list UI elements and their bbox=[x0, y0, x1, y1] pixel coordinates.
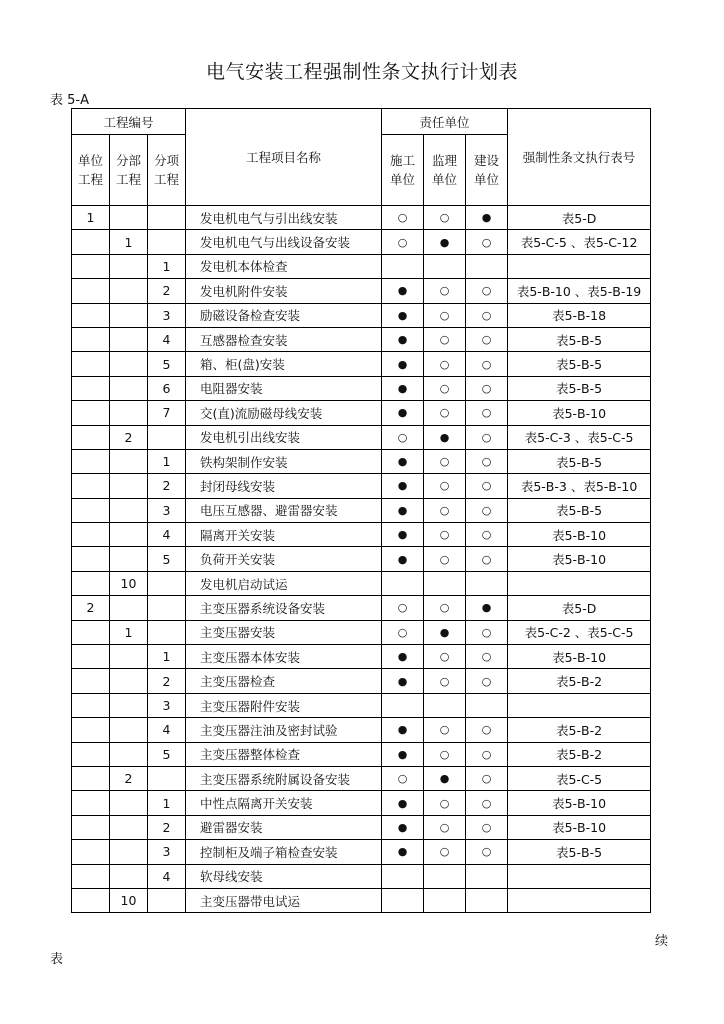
construction-unit-mark: ● bbox=[382, 401, 424, 425]
form-number-cell: 表5-B-5 bbox=[508, 498, 651, 522]
unit-project-cell bbox=[72, 327, 110, 351]
unit-project-cell bbox=[72, 888, 110, 912]
owner-unit-mark: ○ bbox=[466, 303, 508, 327]
unit-project-cell: 2 bbox=[72, 596, 110, 620]
table-row bbox=[72, 547, 651, 571]
project-name-cell: 交(直)流励磁母线安装 bbox=[186, 401, 382, 425]
construction-unit-mark: ○ bbox=[382, 425, 424, 449]
table-row bbox=[72, 327, 651, 351]
owner-unit-mark: ○ bbox=[466, 401, 508, 425]
supervision-unit-mark bbox=[424, 864, 466, 888]
project-name-cell: 主变压器系统附属设备安装 bbox=[186, 766, 382, 790]
form-number-cell: 表5-B-10 bbox=[508, 645, 651, 669]
item-project-cell bbox=[148, 230, 186, 254]
table-row bbox=[72, 766, 651, 790]
sub-project-cell bbox=[110, 718, 148, 742]
owner-unit-mark: ○ bbox=[466, 645, 508, 669]
item-project-cell: 2 bbox=[148, 815, 186, 839]
table-row bbox=[72, 425, 651, 449]
form-number-cell: 表5-B-10 bbox=[508, 523, 651, 547]
construction-unit-mark: ● bbox=[382, 303, 424, 327]
form-number-cell: 表5-D bbox=[508, 206, 651, 230]
construction-unit-mark: ● bbox=[382, 449, 424, 473]
construction-unit-mark: ● bbox=[382, 718, 424, 742]
item-project-cell bbox=[148, 766, 186, 790]
form-number-cell: 表5-B-5 bbox=[508, 840, 651, 864]
supervision-unit-mark: ○ bbox=[424, 645, 466, 669]
table-row bbox=[72, 449, 651, 473]
table-row bbox=[72, 888, 651, 912]
construction-unit-mark: ● bbox=[382, 523, 424, 547]
supervision-unit-mark: ○ bbox=[424, 449, 466, 473]
owner-unit-mark bbox=[466, 864, 508, 888]
construction-unit-mark bbox=[382, 864, 424, 888]
supervision-unit-mark: ○ bbox=[424, 474, 466, 498]
project-name-cell: 软母线安装 bbox=[186, 864, 382, 888]
table-row bbox=[72, 571, 651, 595]
sub-project-cell bbox=[110, 474, 148, 498]
construction-unit-mark: ● bbox=[382, 742, 424, 766]
sub-project-cell bbox=[110, 401, 148, 425]
unit-project-cell bbox=[72, 718, 110, 742]
construction-unit-mark: ● bbox=[382, 279, 424, 303]
project-name-cell: 发电机电气与引出线安装 bbox=[186, 206, 382, 230]
unit-project-cell bbox=[72, 474, 110, 498]
form-number-cell: 表5-B-10 bbox=[508, 401, 651, 425]
unit-project-cell bbox=[72, 791, 110, 815]
form-number-cell: 表5-B-5 bbox=[508, 352, 651, 376]
unit-project-cell bbox=[72, 547, 110, 571]
unit-project-cell bbox=[72, 523, 110, 547]
unit-project-cell bbox=[72, 742, 110, 766]
unit-project-cell bbox=[72, 230, 110, 254]
item-project-cell: 4 bbox=[148, 523, 186, 547]
sub-project-cell bbox=[110, 279, 148, 303]
item-project-cell: 4 bbox=[148, 718, 186, 742]
table-row bbox=[72, 206, 651, 230]
supervision-unit-mark: ○ bbox=[424, 206, 466, 230]
item-project-cell: 6 bbox=[148, 376, 186, 400]
sub-project-cell: 2 bbox=[110, 425, 148, 449]
table-label: 表 5-A bbox=[50, 93, 89, 108]
construction-unit-mark: ○ bbox=[382, 206, 424, 230]
form-number-cell: 表5-B-2 bbox=[508, 718, 651, 742]
unit-project-cell bbox=[72, 571, 110, 595]
owner-unit-mark: ○ bbox=[466, 718, 508, 742]
sub-project-cell bbox=[110, 352, 148, 376]
owner-unit-mark: ○ bbox=[466, 279, 508, 303]
item-project-cell: 3 bbox=[148, 840, 186, 864]
header-construction-unit: 施工 单位 bbox=[382, 135, 424, 206]
footer-table-label: 表 bbox=[50, 952, 64, 967]
project-name-cell: 主变压器注油及密封试验 bbox=[186, 718, 382, 742]
item-project-cell: 1 bbox=[148, 254, 186, 278]
item-project-cell bbox=[148, 620, 186, 644]
supervision-unit-mark: ○ bbox=[424, 815, 466, 839]
construction-unit-mark: ○ bbox=[382, 596, 424, 620]
item-project-cell: 2 bbox=[148, 279, 186, 303]
sub-project-cell: 2 bbox=[110, 766, 148, 790]
item-project-cell: 1 bbox=[148, 449, 186, 473]
sub-project-cell bbox=[110, 523, 148, 547]
supervision-unit-mark: ○ bbox=[424, 840, 466, 864]
form-number-cell: 表5-B-5 bbox=[508, 449, 651, 473]
sub-project-cell bbox=[110, 742, 148, 766]
supervision-unit-mark bbox=[424, 254, 466, 278]
item-project-cell: 4 bbox=[148, 864, 186, 888]
project-name-cell: 电阻器安装 bbox=[186, 376, 382, 400]
header-form-number: 强制性条文执行表号 bbox=[508, 109, 651, 206]
supervision-unit-mark: ○ bbox=[424, 327, 466, 351]
sub-project-cell: 1 bbox=[110, 620, 148, 644]
item-project-cell: 4 bbox=[148, 327, 186, 351]
unit-project-cell bbox=[72, 352, 110, 376]
item-project-cell: 1 bbox=[148, 645, 186, 669]
owner-unit-mark: ○ bbox=[466, 449, 508, 473]
unit-project-cell bbox=[72, 766, 110, 790]
project-name-cell: 箱、柜(盘)安装 bbox=[186, 352, 382, 376]
table-row bbox=[72, 718, 651, 742]
sub-project-cell: 1 bbox=[110, 230, 148, 254]
owner-unit-mark bbox=[466, 254, 508, 278]
header-project-code: 工程编号 bbox=[72, 109, 186, 135]
construction-unit-mark: ● bbox=[382, 474, 424, 498]
owner-unit-mark bbox=[466, 571, 508, 595]
execution-plan-table bbox=[71, 108, 651, 913]
form-number-cell: 表5-C-5 bbox=[508, 766, 651, 790]
construction-unit-mark: ● bbox=[382, 840, 424, 864]
construction-unit-mark bbox=[382, 888, 424, 912]
construction-unit-mark: ○ bbox=[382, 230, 424, 254]
construction-unit-mark: ● bbox=[382, 376, 424, 400]
supervision-unit-mark: ● bbox=[424, 766, 466, 790]
construction-unit-mark bbox=[382, 693, 424, 717]
item-project-cell: 3 bbox=[148, 303, 186, 327]
table-row bbox=[72, 742, 651, 766]
unit-project-cell bbox=[72, 645, 110, 669]
construction-unit-mark: ● bbox=[382, 327, 424, 351]
sub-project-cell bbox=[110, 376, 148, 400]
supervision-unit-mark: ○ bbox=[424, 376, 466, 400]
table-row bbox=[72, 401, 651, 425]
item-project-cell: 5 bbox=[148, 352, 186, 376]
unit-project-cell bbox=[72, 815, 110, 839]
supervision-unit-mark bbox=[424, 571, 466, 595]
sub-project-cell bbox=[110, 449, 148, 473]
owner-unit-mark: ○ bbox=[466, 766, 508, 790]
unit-project-cell bbox=[72, 693, 110, 717]
owner-unit-mark: ○ bbox=[466, 498, 508, 522]
sub-project-cell bbox=[110, 669, 148, 693]
sub-project-cell bbox=[110, 206, 148, 230]
table-row bbox=[72, 230, 651, 254]
project-name-cell: 发电机本体检查 bbox=[186, 254, 382, 278]
supervision-unit-mark: ○ bbox=[424, 547, 466, 571]
unit-project-cell bbox=[72, 449, 110, 473]
table-row bbox=[72, 645, 651, 669]
construction-unit-mark: ● bbox=[382, 498, 424, 522]
project-name-cell: 主变压器系统设备安装 bbox=[186, 596, 382, 620]
project-name-cell: 隔离开关安装 bbox=[186, 523, 382, 547]
construction-unit-mark bbox=[382, 254, 424, 278]
form-number-cell: 表5-B-5 bbox=[508, 327, 651, 351]
table-row bbox=[72, 596, 651, 620]
table-row bbox=[72, 840, 651, 864]
form-number-cell bbox=[508, 571, 651, 595]
supervision-unit-mark: ● bbox=[424, 425, 466, 449]
item-project-cell: 2 bbox=[148, 669, 186, 693]
header-supervision-unit: 监理 单位 bbox=[424, 135, 466, 206]
project-name-cell: 主变压器带电试运 bbox=[186, 888, 382, 912]
supervision-unit-mark: ○ bbox=[424, 718, 466, 742]
sub-project-cell bbox=[110, 864, 148, 888]
table-row bbox=[72, 376, 651, 400]
item-project-cell bbox=[148, 596, 186, 620]
project-name-cell: 铁构架制作安装 bbox=[186, 449, 382, 473]
table-row bbox=[72, 254, 651, 278]
table-row bbox=[72, 523, 651, 547]
supervision-unit-mark: ○ bbox=[424, 596, 466, 620]
sub-project-cell bbox=[110, 693, 148, 717]
item-project-cell bbox=[148, 888, 186, 912]
project-name-cell: 避雷器安装 bbox=[186, 815, 382, 839]
item-project-cell: 3 bbox=[148, 498, 186, 522]
unit-project-cell bbox=[72, 840, 110, 864]
project-name-cell: 中性点隔离开关安装 bbox=[186, 791, 382, 815]
table-row bbox=[72, 279, 651, 303]
supervision-unit-mark: ● bbox=[424, 620, 466, 644]
construction-unit-mark: ● bbox=[382, 815, 424, 839]
table-row bbox=[72, 620, 651, 644]
item-project-cell: 3 bbox=[148, 693, 186, 717]
form-number-cell: 表5-C-5 、表5-C-12 bbox=[508, 230, 651, 254]
form-number-cell: 表5-C-3 、表5-C-5 bbox=[508, 425, 651, 449]
form-number-cell bbox=[508, 888, 651, 912]
form-number-cell bbox=[508, 254, 651, 278]
unit-project-cell bbox=[72, 669, 110, 693]
supervision-unit-mark: ○ bbox=[424, 742, 466, 766]
header-sub-project: 分部 工程 bbox=[110, 135, 148, 206]
owner-unit-mark: ○ bbox=[466, 474, 508, 498]
owner-unit-mark: ○ bbox=[466, 425, 508, 449]
unit-project-cell bbox=[72, 620, 110, 644]
form-number-cell: 表5-D bbox=[508, 596, 651, 620]
project-name-cell: 发电机引出线安装 bbox=[186, 425, 382, 449]
owner-unit-mark: ○ bbox=[466, 327, 508, 351]
header-item-project: 分项 工程 bbox=[148, 135, 186, 206]
project-name-cell: 励磁设备检查安装 bbox=[186, 303, 382, 327]
owner-unit-mark: ○ bbox=[466, 815, 508, 839]
table-row bbox=[72, 498, 651, 522]
sub-project-cell bbox=[110, 645, 148, 669]
supervision-unit-mark bbox=[424, 693, 466, 717]
table-row bbox=[72, 693, 651, 717]
project-name-cell: 发电机电气与出线设备安装 bbox=[186, 230, 382, 254]
continued-label: 续 bbox=[655, 934, 669, 949]
owner-unit-mark: ○ bbox=[466, 523, 508, 547]
table-row bbox=[72, 474, 651, 498]
header-responsible-unit: 责任单位 bbox=[382, 109, 508, 135]
project-name-cell: 主变压器附件安装 bbox=[186, 693, 382, 717]
sub-project-cell bbox=[110, 547, 148, 571]
supervision-unit-mark: ○ bbox=[424, 669, 466, 693]
table-row bbox=[72, 791, 651, 815]
supervision-unit-mark: ● bbox=[424, 230, 466, 254]
sub-project-cell: 10 bbox=[110, 888, 148, 912]
unit-project-cell bbox=[72, 498, 110, 522]
project-name-cell: 主变压器检查 bbox=[186, 669, 382, 693]
table-row bbox=[72, 815, 651, 839]
project-name-cell: 主变压器本体安装 bbox=[186, 645, 382, 669]
construction-unit-mark: ● bbox=[382, 645, 424, 669]
table-row bbox=[72, 864, 651, 888]
project-name-cell: 主变压器安装 bbox=[186, 620, 382, 644]
supervision-unit-mark: ○ bbox=[424, 352, 466, 376]
unit-project-cell bbox=[72, 425, 110, 449]
form-number-cell: 表5-B-10 、表5-B-19 bbox=[508, 279, 651, 303]
sub-project-cell bbox=[110, 327, 148, 351]
construction-unit-mark: ○ bbox=[382, 620, 424, 644]
owner-unit-mark: ○ bbox=[466, 352, 508, 376]
construction-unit-mark: ● bbox=[382, 352, 424, 376]
sub-project-cell bbox=[110, 791, 148, 815]
sub-project-cell bbox=[110, 254, 148, 278]
unit-project-cell bbox=[72, 303, 110, 327]
supervision-unit-mark: ○ bbox=[424, 401, 466, 425]
supervision-unit-mark bbox=[424, 888, 466, 912]
sub-project-cell bbox=[110, 815, 148, 839]
form-number-cell: 表5-C-2 、表5-C-5 bbox=[508, 620, 651, 644]
sub-project-cell bbox=[110, 840, 148, 864]
form-number-cell: 表5-B-10 bbox=[508, 547, 651, 571]
owner-unit-mark: ○ bbox=[466, 840, 508, 864]
project-name-cell: 封闭母线安装 bbox=[186, 474, 382, 498]
owner-unit-mark: ● bbox=[466, 206, 508, 230]
project-name-cell: 负荷开关安装 bbox=[186, 547, 382, 571]
form-number-cell: 表5-B-2 bbox=[508, 742, 651, 766]
owner-unit-mark bbox=[466, 693, 508, 717]
item-project-cell bbox=[148, 571, 186, 595]
supervision-unit-mark: ○ bbox=[424, 791, 466, 815]
construction-unit-mark: ● bbox=[382, 547, 424, 571]
form-number-cell: 表5-B-18 bbox=[508, 303, 651, 327]
owner-unit-mark bbox=[466, 888, 508, 912]
item-project-cell: 1 bbox=[148, 791, 186, 815]
supervision-unit-mark: ○ bbox=[424, 303, 466, 327]
header-owner-unit: 建设 单位 bbox=[466, 135, 508, 206]
unit-project-cell bbox=[72, 864, 110, 888]
construction-unit-mark: ● bbox=[382, 791, 424, 815]
owner-unit-mark: ○ bbox=[466, 620, 508, 644]
item-project-cell: 7 bbox=[148, 401, 186, 425]
project-name-cell: 发电机启动试运 bbox=[186, 571, 382, 595]
form-number-cell: 表5-B-2 bbox=[508, 669, 651, 693]
construction-unit-mark: ○ bbox=[382, 766, 424, 790]
project-name-cell: 主变压器整体检查 bbox=[186, 742, 382, 766]
project-name-cell: 互感器检查安装 bbox=[186, 327, 382, 351]
owner-unit-mark: ○ bbox=[466, 742, 508, 766]
table-row bbox=[72, 303, 651, 327]
item-project-cell: 5 bbox=[148, 742, 186, 766]
form-number-cell: 表5-B-3 、表5-B-10 bbox=[508, 474, 651, 498]
table-body bbox=[72, 206, 651, 913]
owner-unit-mark: ○ bbox=[466, 547, 508, 571]
supervision-unit-mark: ○ bbox=[424, 498, 466, 522]
header-project-name: 工程项目名称 bbox=[186, 109, 382, 206]
form-number-cell bbox=[508, 864, 651, 888]
construction-unit-mark: ● bbox=[382, 669, 424, 693]
item-project-cell: 5 bbox=[148, 547, 186, 571]
owner-unit-mark: ○ bbox=[466, 230, 508, 254]
item-project-cell bbox=[148, 206, 186, 230]
form-number-cell: 表5-B-5 bbox=[508, 376, 651, 400]
supervision-unit-mark: ○ bbox=[424, 523, 466, 547]
item-project-cell bbox=[148, 425, 186, 449]
page-title: 电气安装工程强制性条文执行计划表 bbox=[205, 61, 518, 83]
sub-project-cell bbox=[110, 303, 148, 327]
unit-project-cell bbox=[72, 279, 110, 303]
unit-project-cell bbox=[72, 376, 110, 400]
owner-unit-mark: ● bbox=[466, 596, 508, 620]
owner-unit-mark: ○ bbox=[466, 376, 508, 400]
project-name-cell: 发电机附件安装 bbox=[186, 279, 382, 303]
sub-project-cell: 10 bbox=[110, 571, 148, 595]
owner-unit-mark: ○ bbox=[466, 669, 508, 693]
table-row bbox=[72, 669, 651, 693]
sub-project-cell bbox=[110, 498, 148, 522]
supervision-unit-mark: ○ bbox=[424, 279, 466, 303]
project-name-cell: 电压互感器、避雷器安装 bbox=[186, 498, 382, 522]
unit-project-cell bbox=[72, 254, 110, 278]
table-row bbox=[72, 352, 651, 376]
form-number-cell: 表5-B-10 bbox=[508, 815, 651, 839]
unit-project-cell: 1 bbox=[72, 206, 110, 230]
form-number-cell: 表5-B-10 bbox=[508, 791, 651, 815]
construction-unit-mark bbox=[382, 571, 424, 595]
sub-project-cell bbox=[110, 596, 148, 620]
item-project-cell: 2 bbox=[148, 474, 186, 498]
header-unit-project: 单位 工程 bbox=[72, 135, 110, 206]
form-number-cell bbox=[508, 693, 651, 717]
owner-unit-mark: ○ bbox=[466, 791, 508, 815]
project-name-cell: 控制柜及端子箱检查安装 bbox=[186, 840, 382, 864]
unit-project-cell bbox=[72, 401, 110, 425]
